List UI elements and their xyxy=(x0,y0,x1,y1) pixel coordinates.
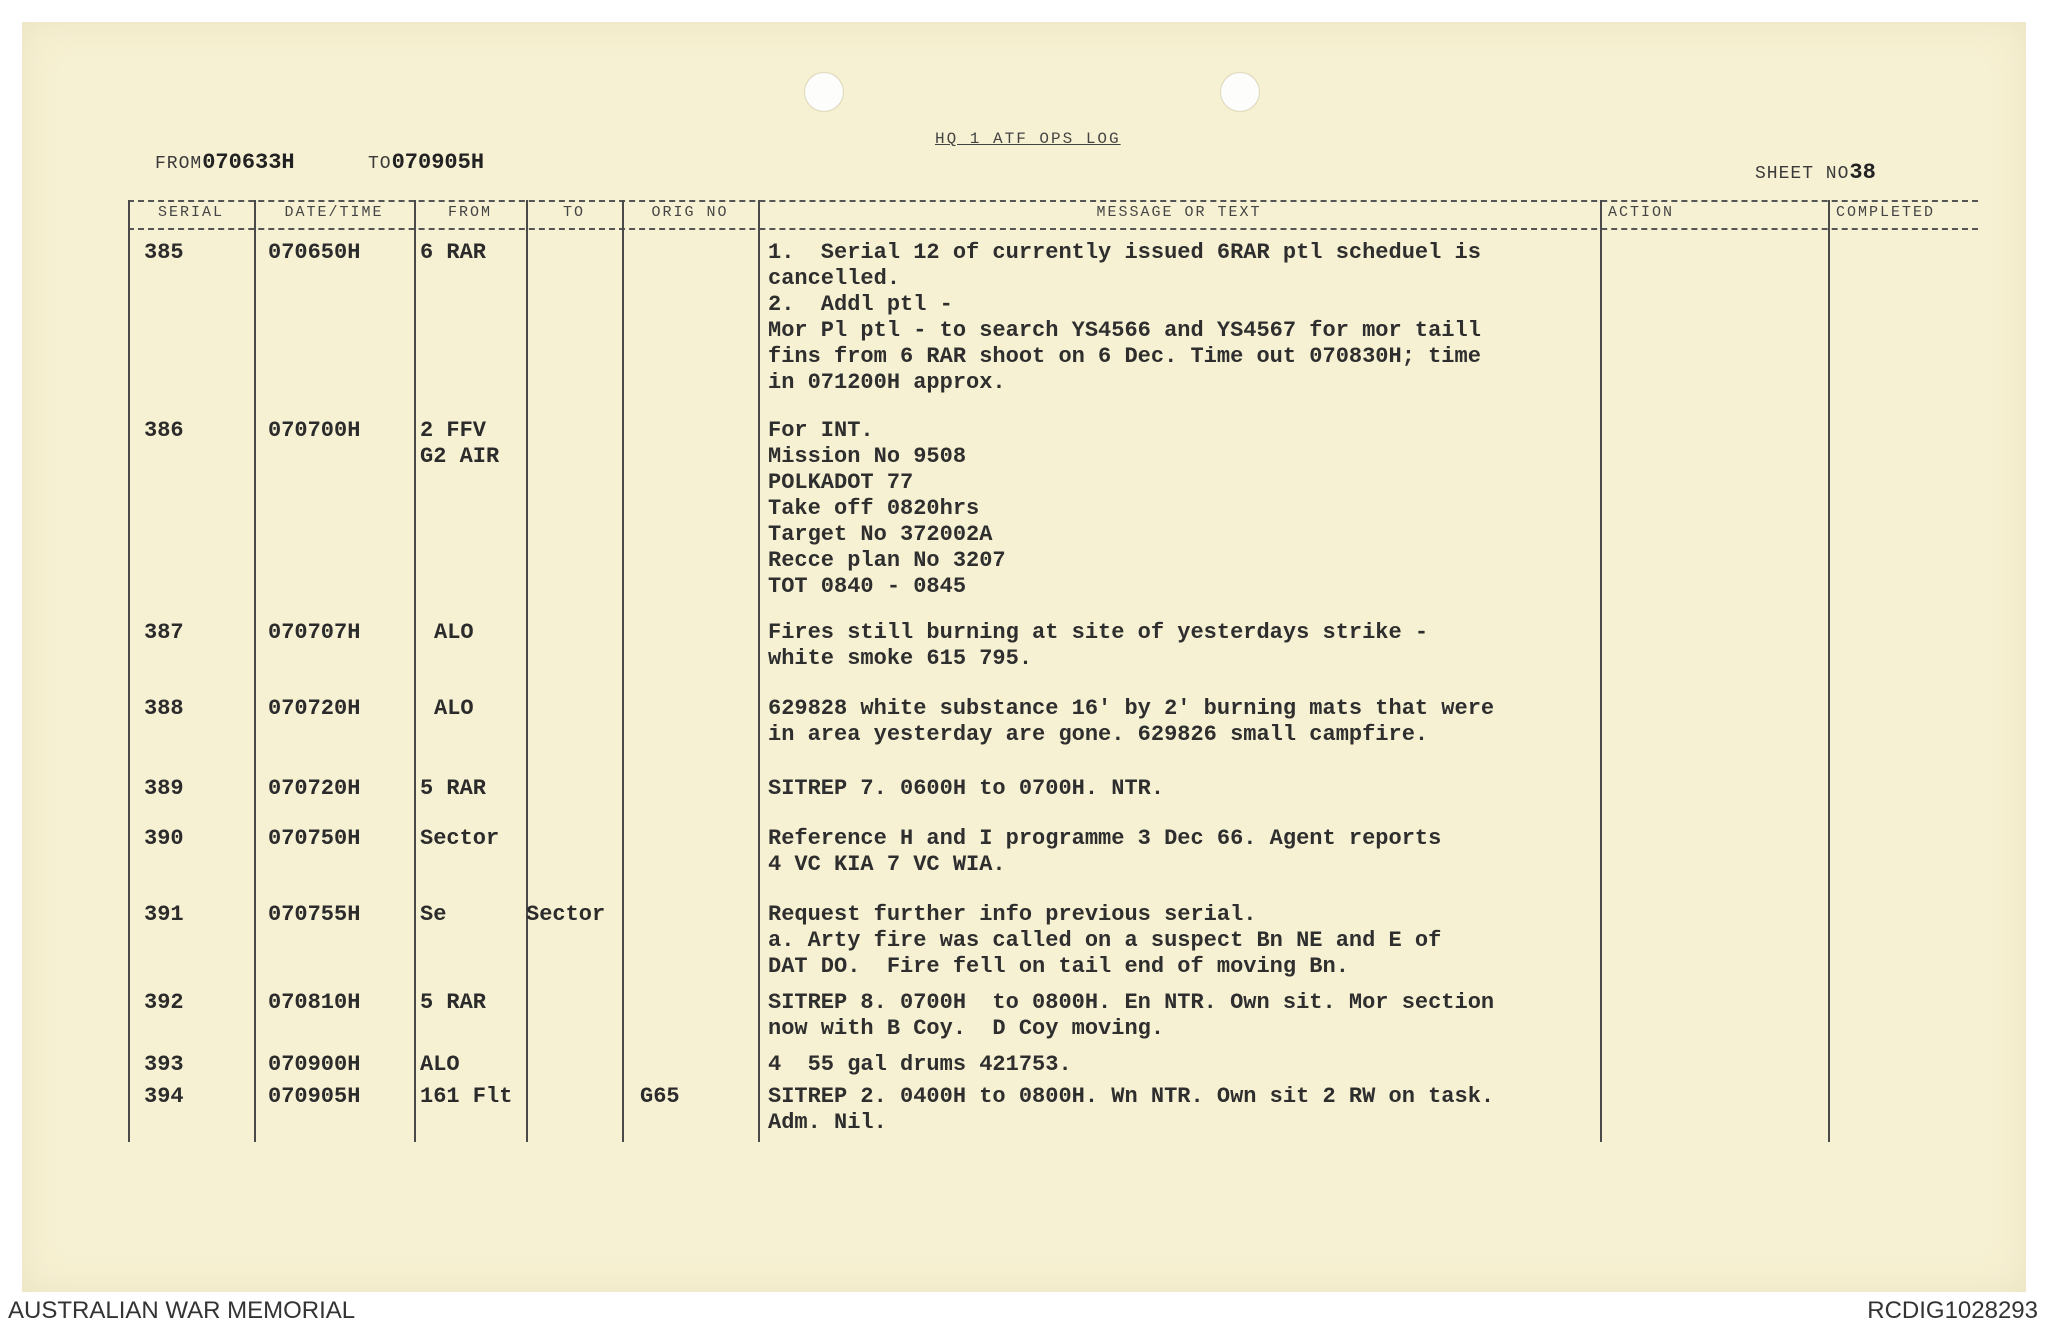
serial-cell: 389 xyxy=(144,776,184,801)
from-cell: ALO xyxy=(420,1052,460,1077)
serial-cell: 393 xyxy=(144,1052,184,1077)
message-line: Recce plan No 3207 xyxy=(768,548,1006,573)
from-cell: 5 RAR xyxy=(420,990,487,1015)
column-rule-serial xyxy=(128,200,130,1142)
message-line: in area yesterday are gone. 629826 small campfire. xyxy=(768,722,1429,747)
page-title: HQ 1 ATF OPS LOG xyxy=(935,130,1121,148)
sheet-label: SHEET NO xyxy=(1755,164,1850,184)
datetime-cell: 070707H xyxy=(268,620,361,645)
column-rule-datetime xyxy=(254,200,256,1142)
to-field xyxy=(368,150,484,175)
from-label: FROM xyxy=(155,154,203,174)
message-cell xyxy=(768,902,1441,980)
column-rule-completed xyxy=(1828,200,1830,1142)
message-cell xyxy=(768,1052,1072,1078)
datetime-cell: 070700H xyxy=(268,418,361,443)
message-line: Target No 372002A xyxy=(768,522,993,547)
serial-cell: 392 xyxy=(144,990,184,1015)
datetime-cell: 070720H xyxy=(268,696,361,721)
datetime-cell: 070720H xyxy=(268,776,361,801)
from-cell: 2 FFV G2 AIR xyxy=(420,418,500,469)
message-line: DAT DO. Fire fell on tail end of moving Bn. xyxy=(768,954,1349,979)
serial-cell: 387 xyxy=(144,620,184,645)
from-cell: 5 RAR xyxy=(420,776,487,801)
datetime-cell: 070750H xyxy=(268,826,361,851)
message-cell xyxy=(768,826,1441,878)
message-cell xyxy=(768,1084,1494,1136)
message-line: cancelled. xyxy=(768,266,901,291)
serial-cell: 391 xyxy=(144,902,184,927)
from-value: 070633H xyxy=(202,150,295,175)
footer-record-id: RCDIG1028293 xyxy=(1867,1297,2038,1324)
message-line: Fires still burning at site of yesterdays strike - xyxy=(768,620,1429,645)
serial-cell: 388 xyxy=(144,696,184,721)
from-cell: Sector xyxy=(420,826,500,851)
punch-hole-left xyxy=(804,72,844,112)
datetime-cell: 070810H xyxy=(268,990,361,1015)
orig-no-cell: G65 xyxy=(640,1084,680,1109)
message-line: Request further info previous serial. xyxy=(768,902,1257,927)
ops-log-table xyxy=(128,200,1978,1142)
datetime-cell: 070900H xyxy=(268,1052,361,1077)
message-line: Mission No 9508 xyxy=(768,444,967,469)
serial-cell: 385 xyxy=(144,240,184,265)
column-header-completed: COMPLETED xyxy=(1836,204,1936,221)
column-header-datetime: DATE/TIME xyxy=(284,204,384,221)
from-field xyxy=(155,150,295,175)
column-header-orig-no: ORIG NO xyxy=(651,204,729,221)
column-header-serial: SERIAL xyxy=(157,204,224,221)
footer-institution: AUSTRALIAN WAR MEMORIAL xyxy=(8,1297,356,1324)
punch-hole-right xyxy=(1220,72,1260,112)
to-cell: Sector xyxy=(526,902,606,927)
message-line: 4 55 gal drums 421753. xyxy=(768,1052,1072,1077)
message-cell xyxy=(768,696,1494,748)
to-value: 070905H xyxy=(391,150,485,175)
datetime-cell: 070755H xyxy=(268,902,361,927)
datetime-cell: 070650H xyxy=(268,240,361,265)
message-line: For INT. xyxy=(768,418,874,443)
message-cell xyxy=(768,776,1164,802)
column-header-from: FROM xyxy=(447,204,492,221)
message-cell xyxy=(768,990,1494,1042)
column-header-action: ACTION xyxy=(1608,204,1675,221)
column-rule-message xyxy=(758,200,760,1142)
from-cell: ALO xyxy=(434,620,474,645)
header-bottom-rule xyxy=(128,228,1978,230)
message-line: TOT 0840 - 0845 xyxy=(768,574,967,599)
from-cell: ALO xyxy=(434,696,474,721)
serial-cell: 394 xyxy=(144,1084,184,1109)
from-cell: Se xyxy=(420,902,447,927)
serial-cell: 386 xyxy=(144,418,184,443)
message-line: fins from 6 RAR shoot on 6 Dec. Time out 070830H; time xyxy=(768,344,1481,369)
message-line: 4 VC KIA 7 VC WIA. xyxy=(768,852,1006,877)
to-label: TO xyxy=(368,154,392,174)
message-line: Take off 0820hrs xyxy=(768,496,980,521)
message-line: now with B Coy. D Coy moving. xyxy=(768,1016,1165,1041)
message-line: white smoke 615 795. xyxy=(768,646,1033,671)
serial-cell: 390 xyxy=(144,826,184,851)
message-line: 2. Addl ptl - xyxy=(768,292,953,317)
table-top-rule xyxy=(128,200,1978,202)
message-line: in 071200H approx. xyxy=(768,370,1006,395)
message-line: SITREP 2. 0400H to 0800H. Wn NTR. Own sit 2 RW on task. xyxy=(768,1084,1495,1109)
message-line: Adm. Nil. xyxy=(768,1110,887,1135)
column-rule-from xyxy=(414,200,416,1142)
column-header-message: MESSAGE OR TEXT xyxy=(1096,204,1262,221)
message-line: SITREP 7. 0600H to 0700H. NTR. xyxy=(768,776,1165,801)
message-line: POLKADOT 77 xyxy=(768,470,914,495)
message-line: SITREP 8. 0700H to 0800H. En NTR. Own sit. Mor section xyxy=(768,990,1495,1015)
column-rule-action xyxy=(1600,200,1602,1142)
message-line: 1. Serial 12 of currently issued 6RAR ptl scheduel is xyxy=(768,240,1481,265)
message-cell xyxy=(768,620,1428,672)
column-header-to: TO xyxy=(562,204,585,221)
message-line: a. Arty fire was called on a suspect Bn NE and E of xyxy=(768,928,1442,953)
column-rule-orig-no xyxy=(622,200,624,1142)
message-line: Reference H and I programme 3 Dec 66. Agent reports xyxy=(768,826,1442,851)
from-cell: 6 RAR xyxy=(420,240,487,265)
message-cell xyxy=(768,240,1481,396)
message-cell xyxy=(768,418,1006,600)
sheet-number xyxy=(1755,160,1876,185)
datetime-cell: 070905H xyxy=(268,1084,361,1109)
message-line: 629828 white substance 16' by 2' burning mats that were xyxy=(768,696,1495,721)
from-cell: 161 Flt xyxy=(420,1084,513,1109)
message-line: Mor Pl ptl - to search YS4566 and YS4567 for mor taill xyxy=(768,318,1481,343)
sheet-value: 38 xyxy=(1849,160,1876,185)
